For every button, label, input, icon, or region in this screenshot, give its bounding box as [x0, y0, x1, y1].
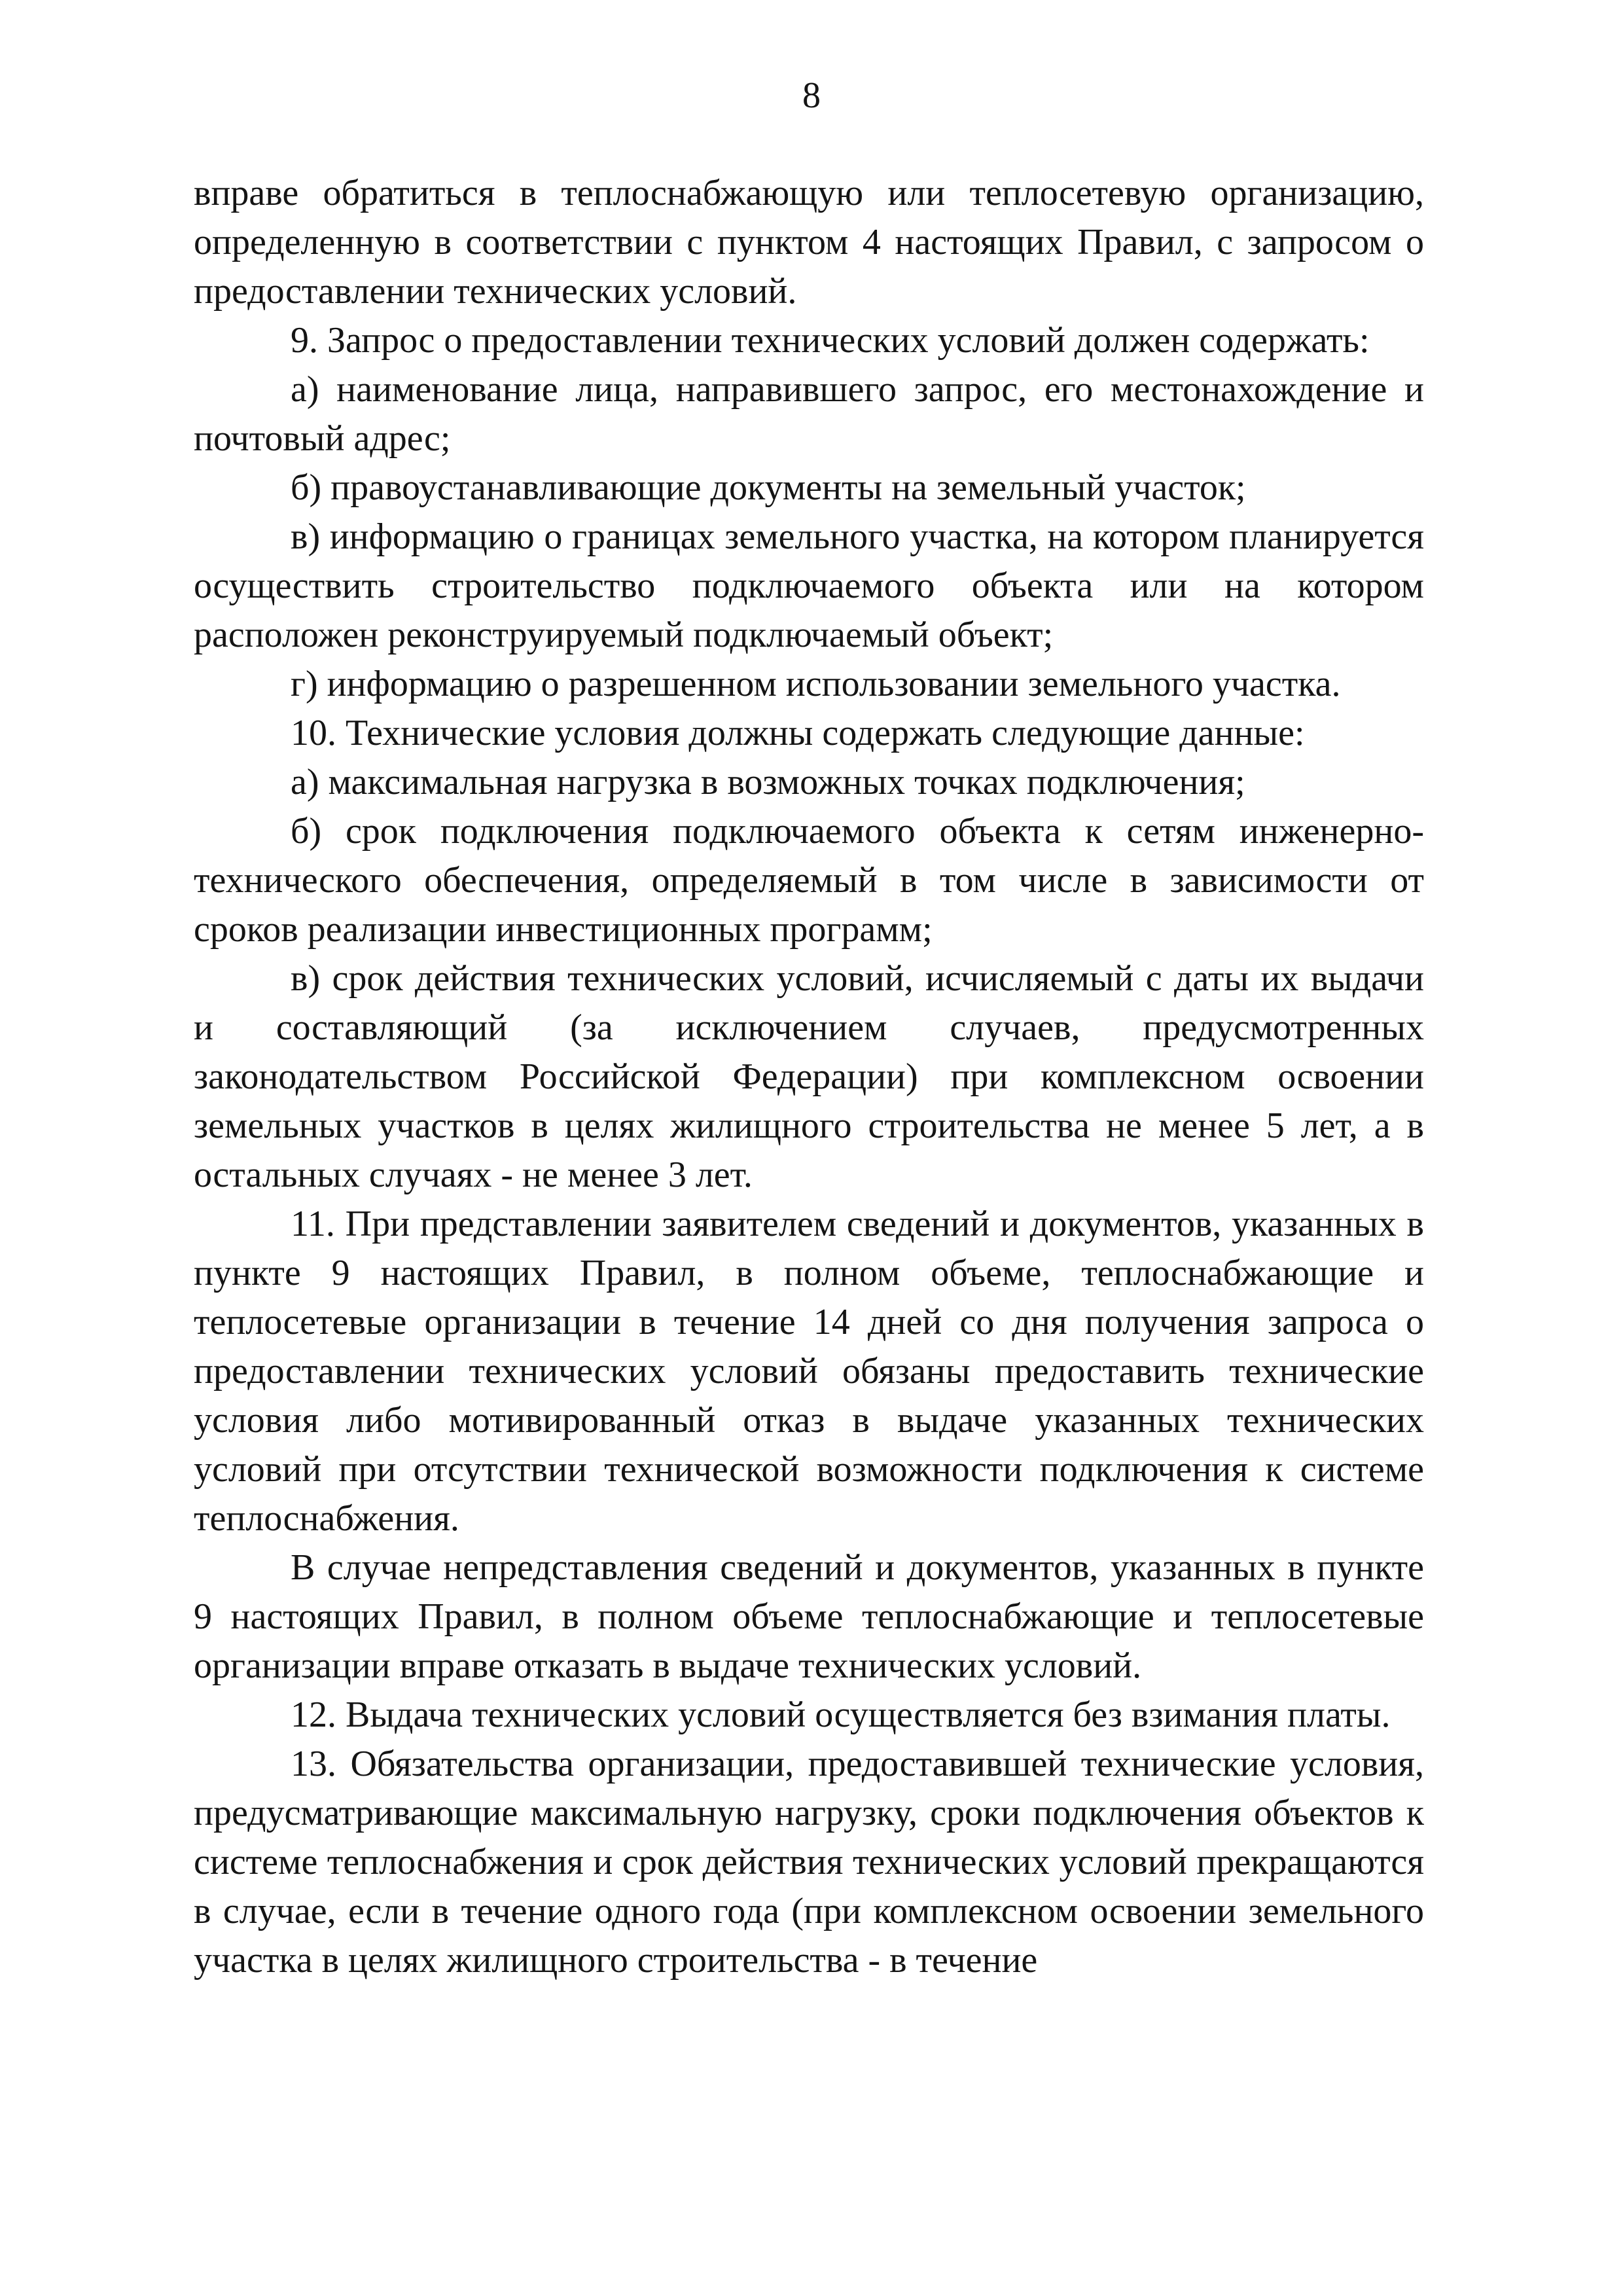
paragraph-item-10a: а) максимальная нагрузка в возможных точках подключения; [291, 762, 1245, 802]
paragraph-item-9: 9. Запрос о предоставлении технических условий должен содержать: [291, 320, 1370, 361]
paragraph-item-10v: в) срок действия технических условий, исчисляемый с даты их выдачи и составляющий (за исключением случаев, предусмотренных законодательством Российской Федерации) при комплексном освоении земельных участков в целях жилищного строительства не менее 5 лет, а в остальных случаях - не менее 3 лет. [194, 958, 1424, 1195]
paragraph-item-9v: в) информацию о границах земельного участка, на котором планируется осуществить строительство подключаемого объекта или на котором расположен реконструируемый подключаемый объект; [194, 516, 1424, 655]
paragraph-item-9a: а) наименование лица, направившего запрос, его местонахождение и почтовый адрес; [194, 369, 1424, 459]
paragraph-continuation: вправе обратиться в теплоснабжающую или теплосетевую организацию, определенную в соответствии с пунктом 4 настоящих Правил, с запросом о предоставлении технических условий. [194, 173, 1424, 312]
paragraph-item-10: 10. Технические условия должны содержать следующие данные: [291, 713, 1305, 753]
page-number: 8 [802, 75, 821, 116]
paragraph-item-10b: б) срок подключения подключаемого объекта к сетям инженерно-технического обеспечения, определяемый в том числе в зависимости от сроков реализации инвестиционных программ; [194, 811, 1424, 950]
paragraph-item-9g: г) информацию о разрешенном использовании земельного участка. [291, 664, 1341, 704]
paragraph-item-9b: б) правоустанавливающие документы на земельный участок; [291, 467, 1246, 508]
document-body [194, 169, 1424, 1985]
paragraph-item-13: 13. Обязательства организации, предоставившей технические условия, предусматривающие максимальную нагрузку, сроки подключения объектов к системе теплоснабжения и срок действия технических условий прекращаются в случае, если в течение одного года (при комплексном освоении земельного участка в целях жилищного строительства - в течение [194, 1744, 1424, 1981]
paragraph-item-11: 11. При представлении заявителем сведений и документов, указанных в пункте 9 настоящих Правил, в полном объеме, теплоснабжающие и теплосетевые организации в течение 14 дней со дня получения запроса о предоставлении технических условий обязаны предоставить технические условия либо мотивированный отказ в выдаче указанных технических условий при отсутствии технической возможности подключения к системе теплоснабжения. [194, 1204, 1424, 1539]
paragraph-item-11-refusal: В случае непредставления сведений и документов, указанных в пункте 9 настоящих Правил, в полном объеме теплоснабжающие и теплосетевые организации вправе отказать в выдаче технических условий. [194, 1547, 1424, 1686]
paragraph-item-12: 12. Выдача технических условий осуществляется без взимания платы. [291, 1695, 1391, 1735]
